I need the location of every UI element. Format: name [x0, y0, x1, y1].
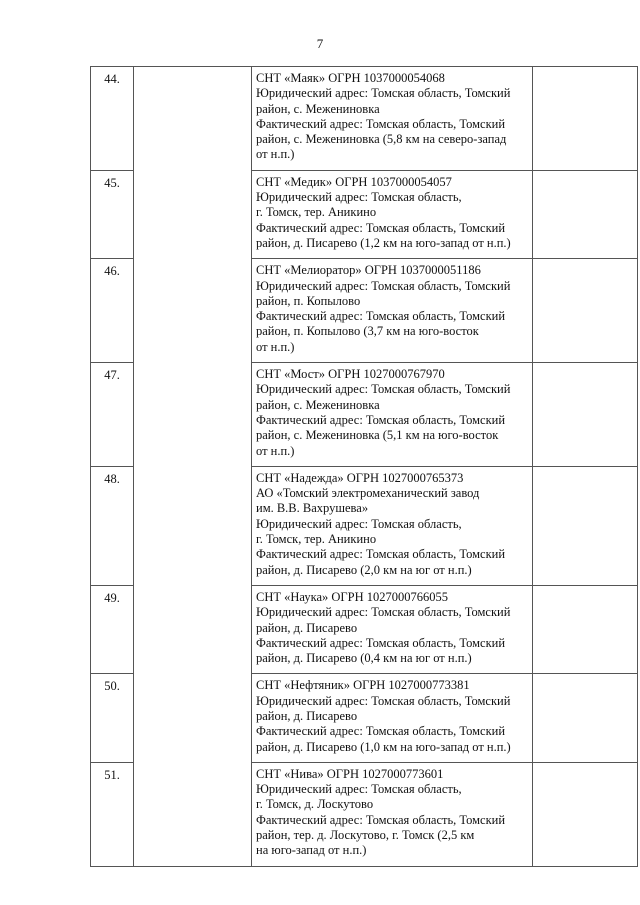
- description-line: район, с. Межениновка: [256, 397, 380, 412]
- description-line: район, д. Писарево: [256, 620, 358, 635]
- description-line: г. Томск, тер. Аникино: [256, 532, 377, 547]
- description-line: район, д. Писарево (1,0 км на юго-запад от н.п.): [256, 739, 511, 754]
- description-line: СНТ «Мелиоратор» ОГРН 1037000051186: [256, 263, 481, 278]
- row-number: 51.: [91, 762, 134, 866]
- description-line: Юридический адрес: Томская область,: [256, 782, 462, 797]
- description-line: район, с. Межениновка (5,1 км на юго-восток: [256, 428, 499, 443]
- description-line: Юридический адрес: Томская область,: [256, 190, 462, 205]
- empty-cell: [533, 259, 638, 363]
- empty-cell: [533, 170, 638, 258]
- empty-merged-cell: [134, 67, 252, 867]
- description-line: г. Томск, тер. Аникино: [256, 205, 377, 220]
- description-line: им. В.В. Вахрушева»: [256, 501, 369, 516]
- entity-description: [252, 170, 533, 258]
- registry-table: [90, 66, 638, 867]
- entity-description: [252, 466, 533, 585]
- description-line: Фактический адрес: Томская область, Томский: [256, 724, 506, 739]
- description-line: Юридический адрес: Томская область,: [256, 516, 462, 531]
- description-line: СНТ «Мост» ОГРН 1027000767970: [256, 367, 445, 382]
- description-line: район, с. Межениновка: [256, 101, 380, 116]
- description-line: район, п. Копылово: [256, 293, 361, 308]
- description-line: от н.п.): [256, 147, 295, 162]
- description-line: АО «Томский электромеханический завод: [256, 486, 480, 501]
- table-row: [91, 67, 638, 171]
- entity-description: [252, 674, 533, 762]
- description-line: г. Томск, д. Лоскутово: [256, 797, 374, 812]
- row-number: 44.: [91, 67, 134, 171]
- description-line: СНТ «Нефтяник» ОГРН 1027000773381: [256, 678, 470, 693]
- entity-description: [252, 67, 533, 171]
- description-line: Фактический адрес: Томская область, Томский: [256, 635, 506, 650]
- row-number: 49.: [91, 585, 134, 673]
- description-line: Юридический адрес: Томская область, Томский: [256, 278, 511, 293]
- description-line: на юго-запад от н.п.): [256, 843, 367, 858]
- description-line: район, д. Писарево (1,2 км на юго-запад от н.п.): [256, 235, 511, 250]
- page-number: 7: [316, 36, 324, 51]
- description-line: район, д. Писарево (2,0 км на юг от н.п.): [256, 562, 472, 577]
- description-line: Фактический адрес: Томская область, Томский: [256, 309, 506, 324]
- empty-cell: [533, 363, 638, 467]
- description-line: Юридический адрес: Томская область, Томский: [256, 605, 511, 620]
- description-line: Юридический адрес: Томская область, Томский: [256, 382, 511, 397]
- row-number: 46.: [91, 259, 134, 363]
- description-line: Юридический адрес: Томская область, Томский: [256, 693, 511, 708]
- entity-description: [252, 762, 533, 866]
- description-line: СНТ «Нива» ОГРН 1027000773601: [256, 766, 444, 781]
- description-line: СНТ «Наука» ОГРН 1027000766055: [256, 589, 448, 604]
- description-line: от н.п.): [256, 339, 295, 354]
- description-line: район, с. Межениновка (5,8 км на северо-запад: [256, 132, 507, 147]
- description-line: Юридический адрес: Томская область, Томский: [256, 86, 511, 101]
- empty-cell: [533, 585, 638, 673]
- description-line: район, д. Писарево: [256, 708, 358, 723]
- description-line: от н.п.): [256, 443, 295, 458]
- row-number: 48.: [91, 466, 134, 585]
- description-line: Фактический адрес: Томская область, Томский: [256, 220, 506, 235]
- empty-cell: [533, 466, 638, 585]
- description-line: СНТ «Надежда» ОГРН 1027000765373: [256, 470, 464, 485]
- empty-cell: [533, 67, 638, 171]
- description-line: Фактический адрес: Томская область, Томский: [256, 547, 506, 562]
- entity-description: [252, 363, 533, 467]
- description-line: Фактический адрес: Томская область, Томский: [256, 812, 506, 827]
- description-line: Фактический адрес: Томская область, Томский: [256, 412, 506, 427]
- empty-cell: [533, 674, 638, 762]
- description-line: СНТ «Маяк» ОГРН 1037000054068: [256, 71, 445, 85]
- empty-cell: [533, 762, 638, 866]
- row-number: 50.: [91, 674, 134, 762]
- registry-table-body: [91, 67, 638, 867]
- entity-description: [252, 585, 533, 673]
- row-number: 47.: [91, 363, 134, 467]
- entity-description: [252, 259, 533, 363]
- description-line: СНТ «Медик» ОГРН 1037000054057: [256, 174, 452, 189]
- description-line: район, тер. д. Лоскутово, г. Томск (2,5 км: [256, 828, 475, 843]
- description-line: район, п. Копылово (3,7 км на юго-восток: [256, 324, 479, 339]
- description-line: Фактический адрес: Томская область, Томский: [256, 116, 506, 131]
- description-line: район, д. Писарево (0,4 км на юг от н.п.): [256, 651, 472, 666]
- row-number: 45.: [91, 170, 134, 258]
